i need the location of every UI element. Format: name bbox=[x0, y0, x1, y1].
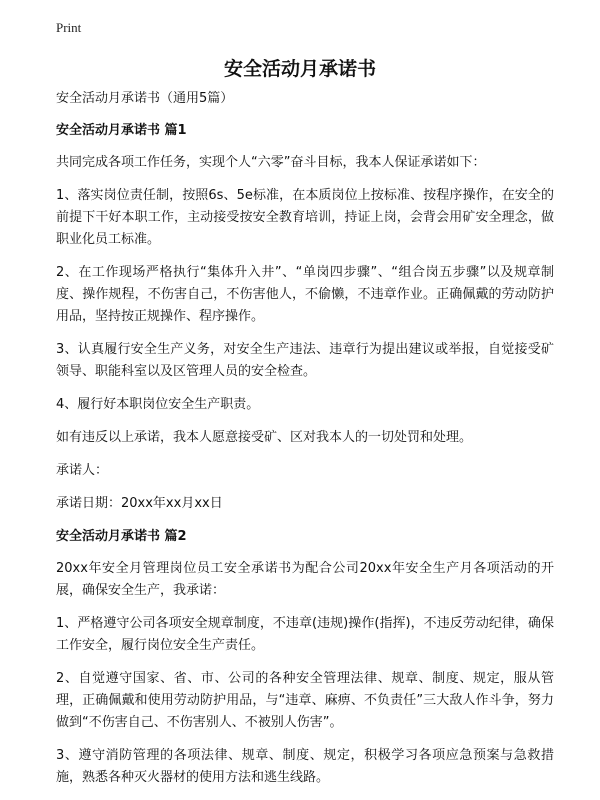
paragraph: 共同完成各项工作任务，实现个人“六零”奋斗目标，我本人保证承诺如下： bbox=[56, 155, 486, 170]
paragraph: 2、自觉遵守国家、省、市、公司的各种安全管理法律、规章、制度、规定，服从管理，正确佩戴和使用劳动防护用品，与“违章、麻痹、不负责任”三大敌人作斗争，努力做到“不伤害自己、不伤害别人、不被别人伤害”。 bbox=[56, 671, 554, 730]
paragraph: 1、严格遵守公司各项安全规章制度，不违章(违规)操作(指挥)，不违反劳动纪律，确保工作安全，履行岗位安全生产责任。 bbox=[56, 616, 554, 653]
paragraph: 3、遵守消防管理的各项法律、规章、制度、规定，积极学习各项应急预案与急救措施，熟悉各种灭火器材的使用方法和逃生线路。 bbox=[56, 748, 554, 785]
section-heading: 安全活动月承诺书 篇1 bbox=[56, 123, 187, 138]
paragraph: 4、履行好本职岗位安全生产职责。 bbox=[56, 397, 260, 412]
document-title: 安全活动月承诺书 bbox=[223, 58, 376, 80]
signature-line: 承诺人： bbox=[56, 463, 109, 478]
paragraph: 1、落实岗位责任制，按照6s、5e标准，在本质岗位上按标准、按程序操作，在安全的前提下干好本职工作，主动接受按安全教育培训，持证上岗，会背会用矿安全理念，做职业化员工标准。 bbox=[56, 188, 554, 247]
print-label: Print bbox=[56, 20, 82, 35]
paragraph: 20xx年安全月管理岗位员工安全承诺书为配合公司20xx年安全生产月各项活动的开展，确保安全生产，我承诺： bbox=[56, 561, 554, 598]
paragraph: 3、认真履行安全生产义务，对安全生产违法、违章行为提出建议或举报，自觉接受矿领导、职能科室以及区管理人员的安全检查。 bbox=[56, 342, 554, 379]
date-line: 承诺日期：20xx年xx月xx日 bbox=[56, 496, 223, 511]
section-heading: 安全活动月承诺书 篇2 bbox=[56, 529, 187, 544]
paragraph: 2、在工作现场严格执行“集体升入井”、“单岗四步骤”、“组合岗五步骤”以及规章制度、操作规程，不伤害自己，不伤害他人，不偷懒，不违章作业。正确佩戴的劳动防护用品，坚持按正规操作、程序操作。 bbox=[56, 265, 554, 324]
document-subtitle: 安全活动月承诺书（通用5篇） bbox=[56, 91, 234, 106]
document-body bbox=[56, 88, 554, 800]
paragraph: 如有违反以上承诺，我本人愿意接受矿、区对我本人的一切处罚和处理。 bbox=[56, 430, 473, 445]
